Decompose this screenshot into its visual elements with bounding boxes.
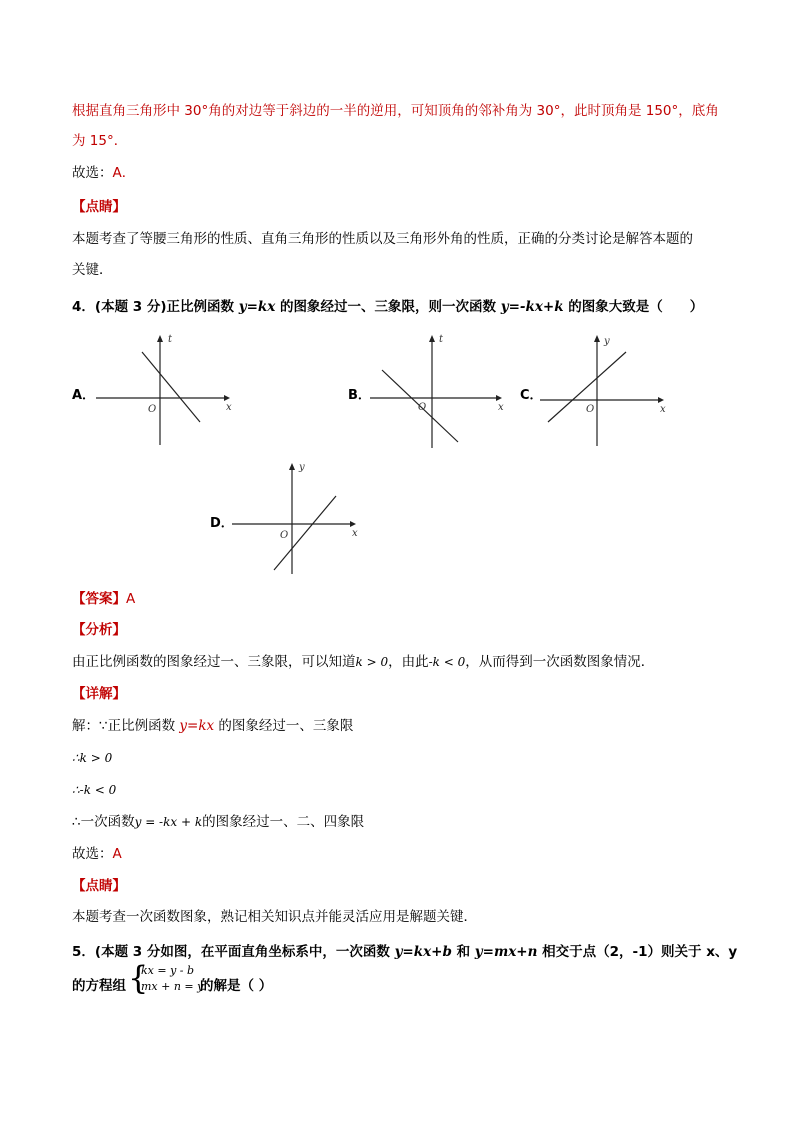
stem-text: 的图象经过一、三象限，则一次函数 [275, 299, 501, 315]
answer-label: 【答案】 [72, 591, 126, 607]
origin-label: O [280, 530, 289, 541]
equation-system [141, 963, 203, 995]
y-arrow-icon [429, 335, 435, 342]
question-stem-cont: 的方程组 [72, 978, 126, 994]
question-number: 4． [72, 299, 95, 315]
stem-text: 相交于点（2，-1）则关于 x、y [537, 944, 738, 960]
detail-line [72, 812, 364, 832]
origin-label: O [148, 404, 157, 415]
math-expression: -k < 0 [428, 655, 466, 669]
analysis-text: ，由此 [388, 654, 429, 670]
y-axis-label: t [168, 334, 173, 345]
solution-text: 根据直角三角形中 [72, 103, 185, 119]
x-axis-label: x [660, 404, 666, 415]
dianjing-line: 本题考查了等腰三角形的性质、直角三角形的性质以及三角形外角的性质，正确的分类讨论是解答本题的 [72, 231, 693, 247]
option-a-label[interactable]: A． [72, 388, 96, 403]
solution-text: 30°角的对边等于斜边的一半的逆用，可知顶角的邻补角为 30°，此时顶角是 150°，底角 [184, 103, 719, 119]
choice-line [72, 163, 135, 183]
x-arrow-icon [350, 521, 356, 527]
equation: y=-kx+k [500, 299, 564, 315]
option-c-label[interactable]: C． [520, 388, 543, 403]
choice-prefix: 故选： [72, 846, 113, 862]
equation: y=kx+b [394, 944, 452, 960]
y-arrow-icon [157, 335, 163, 342]
dianjing-line: 本题考查一次函数图象，熟记相关知识点并能灵活应用是解题关键． [72, 909, 477, 925]
y-arrow-icon [289, 463, 295, 470]
detail-line: ∴-k < 0 [72, 783, 117, 797]
x-arrow-icon [224, 395, 230, 401]
x-axis-label: x [352, 528, 358, 539]
equation: y=kx [238, 299, 276, 315]
origin-label: O [586, 404, 595, 415]
option-b-label[interactable]: B． [348, 388, 371, 403]
option-b-graph[interactable] [370, 330, 510, 450]
choice-value: A [112, 846, 122, 862]
analysis-text: 由正比例函数的图象经过一、三象限，可以知道 [72, 654, 356, 670]
choice-line [72, 844, 122, 864]
x-axis-label: x [226, 402, 232, 413]
equation: y=kx [179, 718, 215, 734]
origin-label: O [418, 402, 427, 413]
y-axis-label: y [604, 336, 610, 347]
section-label: 【点睛】 [72, 878, 126, 894]
solution-line [72, 131, 127, 151]
choice-prefix: 故选： [72, 165, 113, 181]
question-stem [72, 942, 737, 962]
y-arrow-icon [594, 335, 600, 342]
x-arrow-icon [658, 397, 664, 403]
choice-value: A． [112, 165, 136, 181]
question-number: 5． [72, 944, 95, 960]
analysis-line [72, 652, 654, 672]
math-expression: k > 0 [355, 655, 389, 669]
detail-text: 的图象经过一、二、四象限 [202, 814, 365, 830]
section-label: 【分析】 [72, 622, 126, 638]
question-meta: (本题 3 分 [94, 944, 161, 960]
question-stem [72, 297, 703, 317]
analysis-text: ，从而得到一次函数图象情况． [465, 654, 655, 670]
option-c-graph[interactable] [540, 330, 680, 450]
math-expression: y = -kx + k [134, 815, 203, 829]
x-axis-label: x [498, 402, 504, 413]
solution-text: 为 15°． [72, 133, 128, 149]
brace-icon: { [128, 959, 149, 997]
stem-text: 如图，在平面直角坐标系中，一次函数 [160, 944, 395, 960]
answer-value: A [126, 591, 136, 607]
y-axis-label: t [439, 334, 444, 345]
option-d-label[interactable]: D． [210, 516, 234, 531]
y-axis-label: y [299, 462, 305, 473]
system-equation-1: kx = y - b [141, 964, 195, 977]
detail-line [72, 716, 353, 736]
equation: y=mx+n [474, 944, 538, 960]
stem-text: 正比例函数 [166, 299, 239, 315]
detail-text: ∴一次函数 [72, 814, 135, 830]
detail-text: 的图象经过一、三象限 [214, 718, 354, 734]
stem-text: 和 [451, 944, 475, 960]
stem-text: 的图象大致是（ ） [563, 299, 704, 315]
answer-line [72, 589, 135, 609]
detail-line: ∴k > 0 [72, 751, 113, 765]
detail-text: 解：∵正比例函数 [72, 718, 180, 734]
question-meta: (本题 3 分) [94, 299, 167, 315]
system-equation-2: mx + n = y [141, 980, 204, 993]
x-arrow-icon [496, 395, 502, 401]
question-stem-end: 的解是（ ） [200, 978, 273, 994]
solution-line [72, 101, 719, 121]
option-d-graph[interactable] [232, 460, 372, 580]
option-a-graph[interactable] [96, 330, 236, 450]
dianjing-line: 关键． [72, 262, 113, 278]
section-label: 【点睛】 [72, 199, 126, 215]
section-label: 【详解】 [72, 686, 126, 702]
